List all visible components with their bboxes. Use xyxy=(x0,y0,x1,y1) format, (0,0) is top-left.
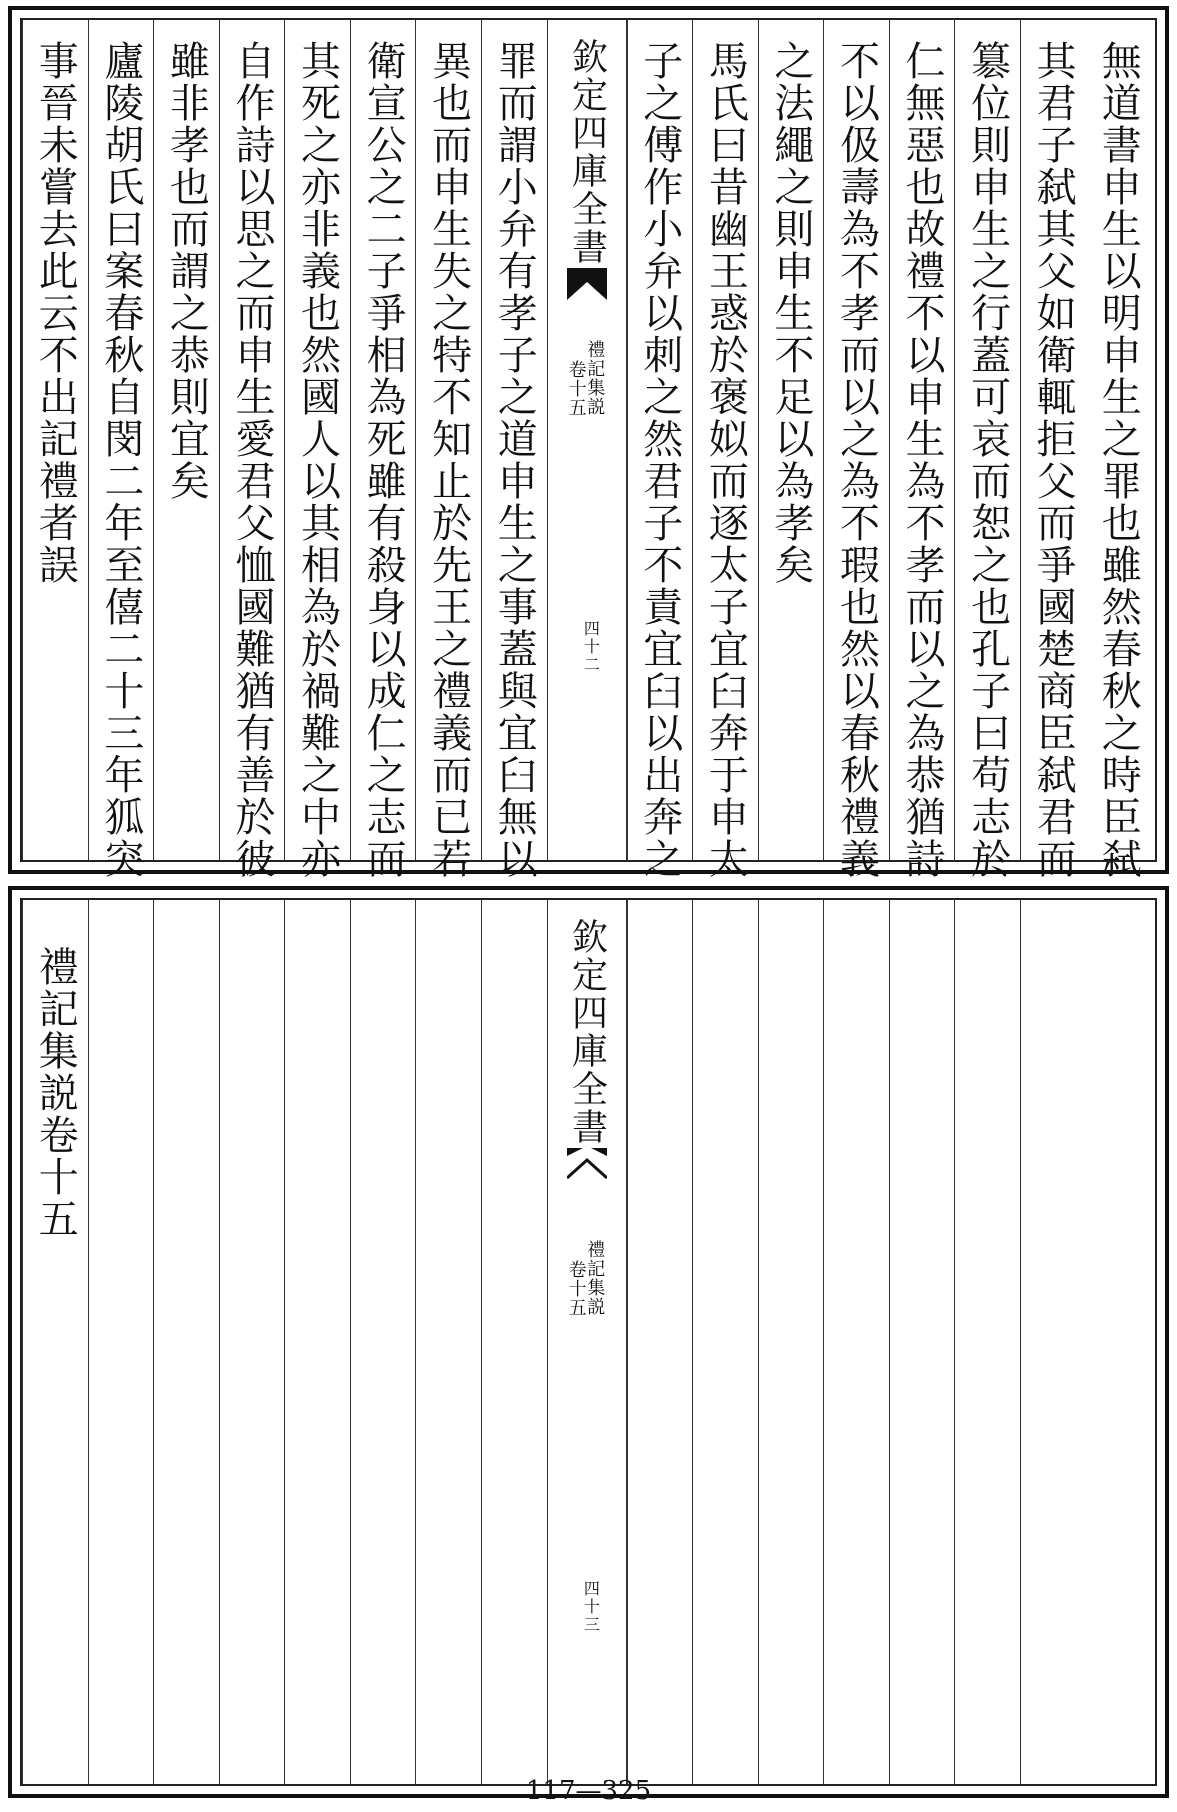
column-text: 簒位則申生之行蓋可哀而恕之也孔子曰苟志於 xyxy=(964,40,1011,880)
empty-column xyxy=(415,900,481,1784)
text-column xyxy=(153,20,219,860)
empty-column xyxy=(627,900,693,1784)
text-column xyxy=(284,20,350,880)
column-text: 仁無惡也故禮不以申生為不孝而以之為恭猶詩 xyxy=(899,40,946,880)
empty-column xyxy=(88,900,154,1784)
text-column xyxy=(1020,20,1086,880)
column-text: 無道書申生以明申生之罪也雖然春秋之時臣弑 xyxy=(1095,40,1142,880)
empty-column xyxy=(889,900,955,1784)
text-column xyxy=(219,20,285,880)
empty-column xyxy=(284,900,350,1784)
center-title: 欽定四庫全書 xyxy=(566,38,608,266)
text-frame-bottom xyxy=(20,898,1157,1786)
empty-column xyxy=(692,900,758,1784)
column-text: 異也而申生失之特不知止於先王之禮義而已若 xyxy=(425,40,472,880)
text-column xyxy=(627,20,693,880)
column-text: 自作詩以思之而申生愛君父恤國難猶有善於彼 xyxy=(228,40,275,880)
text-column xyxy=(481,20,547,880)
fish-tail-mark-icon xyxy=(567,1148,607,1180)
empty-column xyxy=(758,900,824,1784)
text-column xyxy=(889,20,955,880)
empty-column xyxy=(1020,900,1086,1784)
column-text: 廬陵胡氏曰案春秋自閔二年至僖二十三年狐突 xyxy=(97,40,144,880)
page-number: 四十二 xyxy=(581,620,601,674)
center-title: 欽定四庫全書 xyxy=(566,918,608,1146)
column-text: 雖非孝也而謂之恭則宜矣 xyxy=(163,40,210,502)
fish-tail-mark-icon xyxy=(567,268,607,300)
end-title-column xyxy=(22,900,88,1784)
page-footer-number: 117—325 xyxy=(525,1776,652,1806)
column-text: 馬氏曰昔幽王惑於褒姒而逐太子宜臼奔于申太 xyxy=(702,40,749,880)
volume-label: 卷十五 xyxy=(565,360,587,417)
empty-column xyxy=(153,900,219,1784)
book-title: 禮記集説 xyxy=(584,1240,606,1316)
text-column xyxy=(692,20,758,880)
text-column xyxy=(88,20,154,880)
column-text: 事晉未嘗去此云不出記禮者誤 xyxy=(32,40,79,586)
column-text: 其死之亦非義也然國人以其相為於禍難之中亦 xyxy=(294,40,341,880)
column-text: 衛宣公之二子爭相為死雖有殺身以成仁之志而 xyxy=(360,40,407,880)
text-column xyxy=(1085,20,1151,880)
text-frame-top xyxy=(20,18,1157,880)
text-column xyxy=(350,20,416,880)
column-text: 不以伋壽為不孝而以之為不瑕也然以春秋禮義 xyxy=(833,40,880,880)
page-bottom xyxy=(8,886,1169,1798)
page-number: 四十三 xyxy=(581,1580,601,1634)
empty-column xyxy=(954,900,1020,1784)
book-title: 禮記集説 xyxy=(584,340,606,416)
center-fold-column xyxy=(547,900,627,1784)
text-column xyxy=(823,20,889,880)
text-column xyxy=(758,20,824,860)
text-column xyxy=(415,20,481,880)
end-title: 禮記集説卷十五 xyxy=(32,946,79,1240)
column-text: 其君子弑其父如衛輒拒父而爭國楚商臣弑君而 xyxy=(1030,40,1077,880)
text-column xyxy=(22,20,88,860)
center-fold-column xyxy=(547,20,627,860)
empty-column xyxy=(1085,900,1151,1784)
column-text: 之法繩之則申生不足以為孝矣 xyxy=(767,40,814,586)
empty-column xyxy=(219,900,285,1784)
volume-label: 卷十五 xyxy=(565,1260,587,1317)
text-column xyxy=(954,20,1020,880)
page-top xyxy=(8,6,1169,880)
column-text: 子之傅作小弁以刺之然君子不責宜臼以出奔之 xyxy=(636,40,683,880)
empty-column xyxy=(481,900,547,1784)
column-text: 罪而謂小弁有孝子之道申生之事蓋與宜臼無以 xyxy=(491,40,538,880)
empty-column xyxy=(350,900,416,1784)
empty-column xyxy=(823,900,889,1784)
